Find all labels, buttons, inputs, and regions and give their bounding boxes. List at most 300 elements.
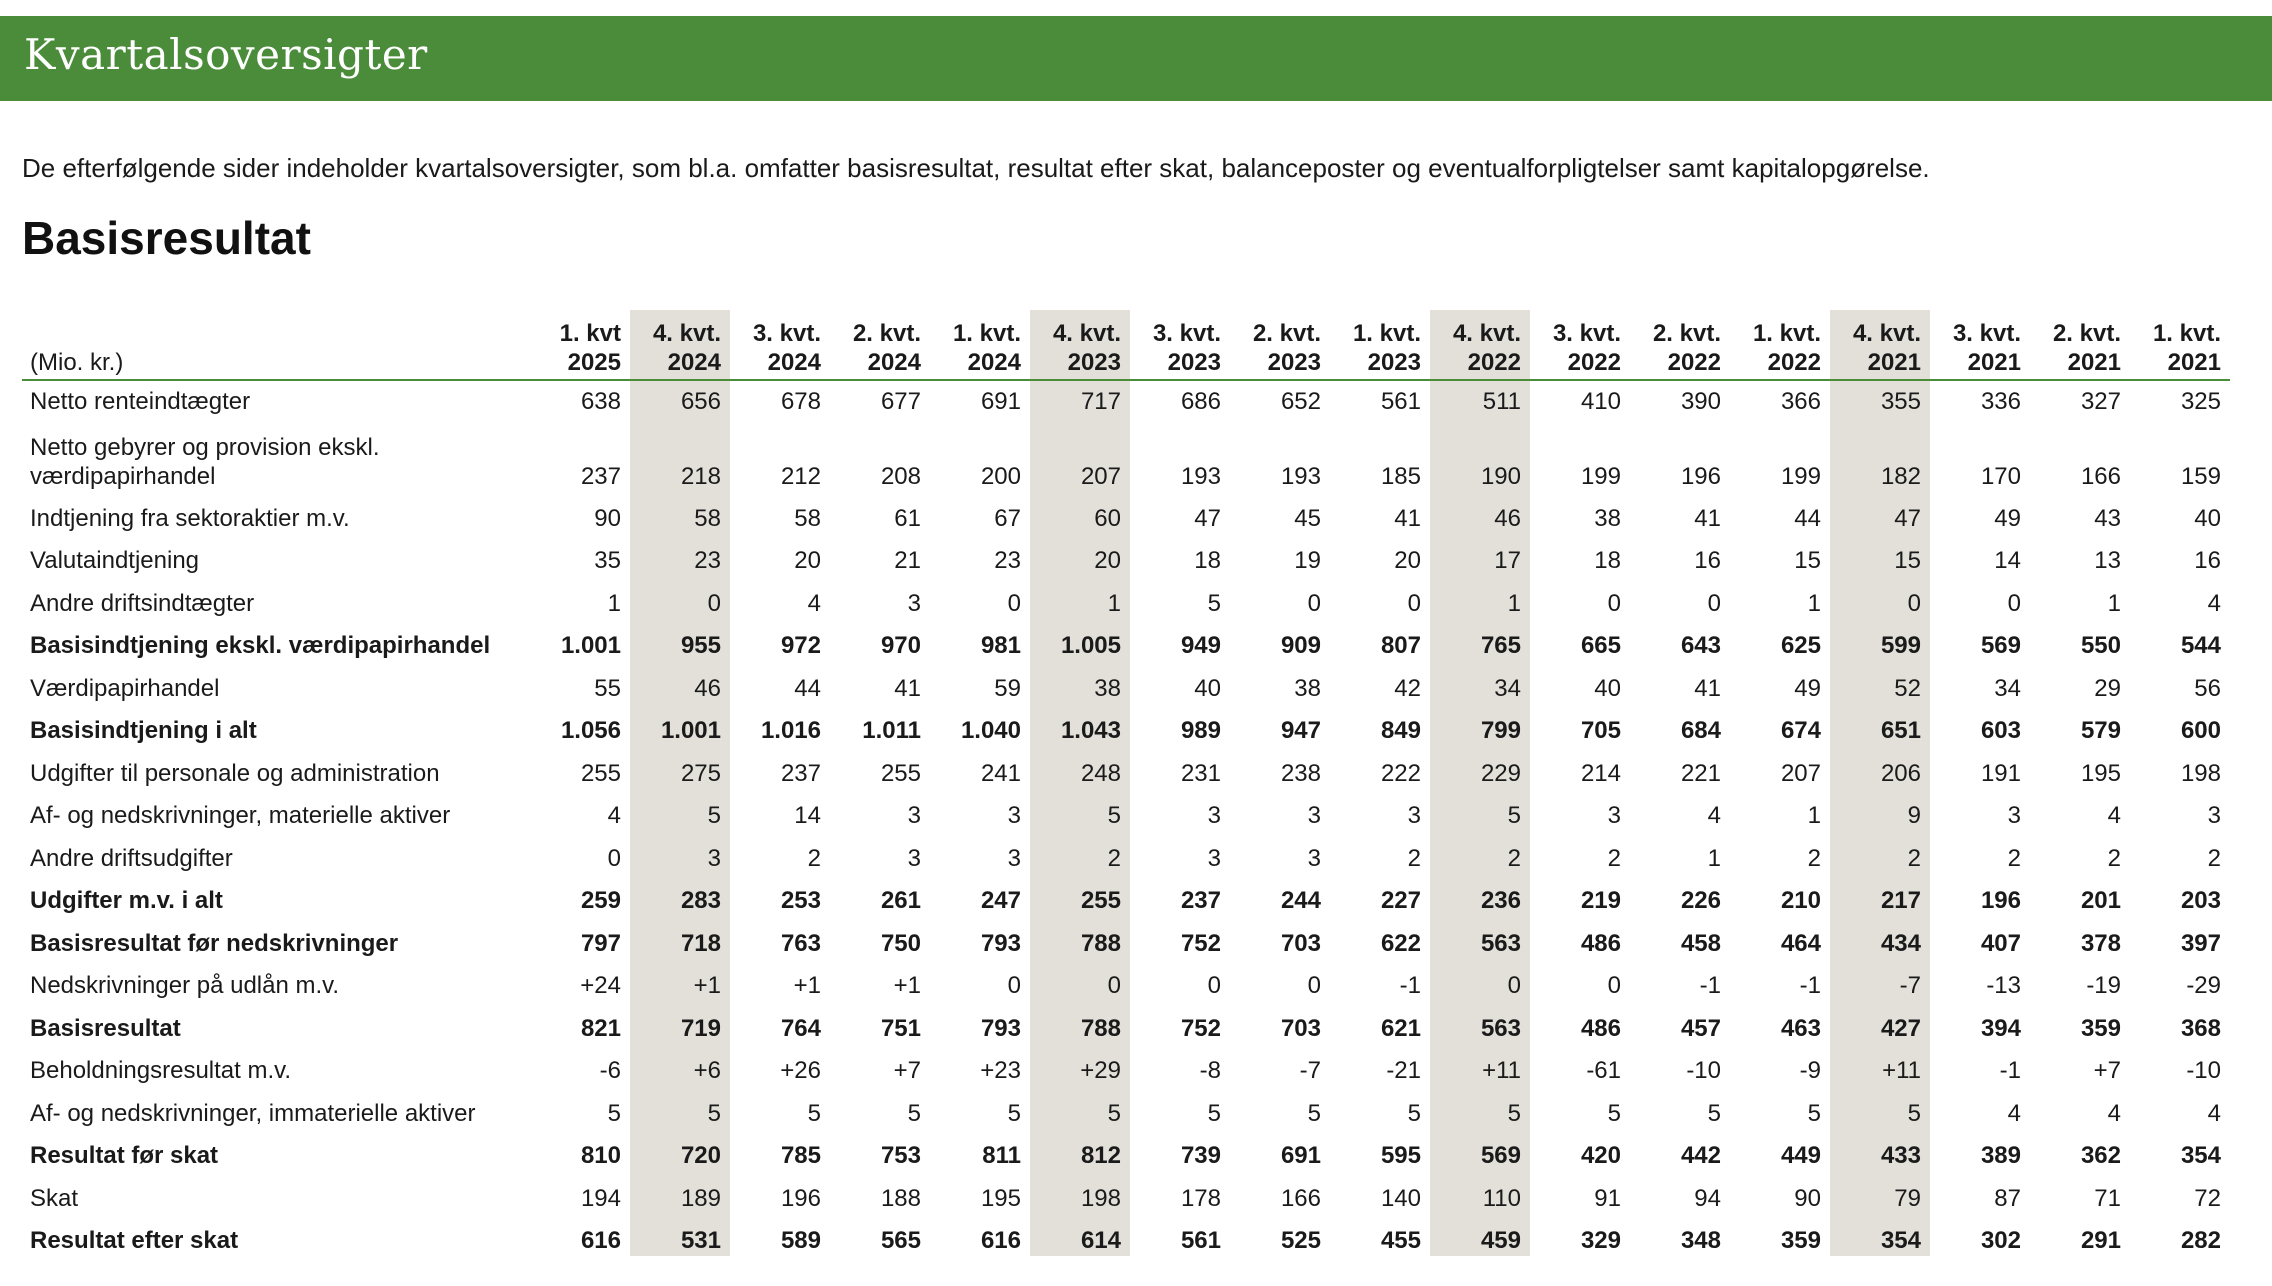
table-cell: 185 xyxy=(1380,462,1421,490)
table-row xyxy=(22,795,2230,838)
table-cell: 703 xyxy=(1280,929,1321,957)
table-cell: 40 xyxy=(1194,674,1221,702)
table-cell: 752 xyxy=(1180,1014,1221,1042)
table-cell: 200 xyxy=(980,462,1021,490)
table-cell: 46 xyxy=(694,674,721,702)
table-cell: 455 xyxy=(1380,1227,1421,1255)
column-year: 2022 xyxy=(1667,349,1721,376)
table-cell: 410 xyxy=(1580,388,1621,416)
table-cell: 5 xyxy=(1907,1099,1921,1127)
table-cell: 72 xyxy=(2194,1184,2221,1212)
column-quarter: 1. kvt. xyxy=(1352,320,1421,347)
table-row xyxy=(22,923,2230,966)
table-cell: 433 xyxy=(1880,1142,1921,1170)
row-label: Udgifter m.v. i alt xyxy=(30,887,223,915)
column-year: 2021 xyxy=(1867,349,1921,376)
table-row xyxy=(22,1178,2230,1221)
table-cell: -7 xyxy=(1299,1057,1321,1085)
table-cell: 325 xyxy=(2180,388,2221,416)
table-cell: 753 xyxy=(880,1142,921,1170)
table-cell: 651 xyxy=(1880,717,1921,745)
table-cell: 3 xyxy=(1307,844,1321,872)
table-cell: 4 xyxy=(2207,589,2221,617)
table-cell: 20 xyxy=(1094,547,1121,575)
table-cell: -10 xyxy=(2186,1057,2221,1085)
table-cell: 236 xyxy=(1480,887,1521,915)
table-cell: 110 xyxy=(1482,1184,1521,1212)
table-cell: 407 xyxy=(1980,929,2021,957)
table-cell: -1 xyxy=(1999,1057,2021,1085)
table-cell: -10 xyxy=(1686,1057,1721,1085)
table-cell: 188 xyxy=(880,1184,921,1212)
table-cell: 684 xyxy=(1680,717,1721,745)
table-cell: 3 xyxy=(907,589,921,617)
table-cell: 788 xyxy=(1080,929,1121,957)
table-cell: 255 xyxy=(880,759,921,787)
table-cell: 1.016 xyxy=(760,717,821,745)
table-cell: 1 xyxy=(1807,802,1821,830)
table-cell: +23 xyxy=(980,1057,1021,1085)
table-cell: 241 xyxy=(980,759,1021,787)
table-cell: 3 xyxy=(2207,802,2221,830)
column-year: 2021 xyxy=(2067,349,2121,376)
table-cell: 366 xyxy=(1780,388,1821,416)
table-cell: 0 xyxy=(1007,972,1021,1000)
table-cell: 686 xyxy=(1180,388,1221,416)
table-cell: 58 xyxy=(794,504,821,532)
table-cell: 622 xyxy=(1380,929,1421,957)
table-cell: 207 xyxy=(1080,462,1121,490)
table-cell: 563 xyxy=(1480,1014,1521,1042)
table-cell: 206 xyxy=(1880,759,1921,787)
table-cell: 3 xyxy=(1307,802,1321,830)
table-cell: 849 xyxy=(1380,717,1421,745)
table-cell: 42 xyxy=(1394,674,1421,702)
row-label: Udgifter til personale og administration xyxy=(30,759,440,787)
column-quarter: 4. kvt. xyxy=(652,320,721,347)
table-cell: 603 xyxy=(1980,717,2021,745)
table-cell: 3 xyxy=(1407,802,1421,830)
table-cell: 0 xyxy=(1307,972,1321,1000)
table-header-row xyxy=(22,310,2230,380)
table-cell: +1 xyxy=(793,972,821,1000)
table-cell: 5 xyxy=(707,802,721,830)
table-cell: 221 xyxy=(1680,759,1721,787)
table-cell: 199 xyxy=(1580,462,1621,490)
table-row xyxy=(22,1220,2230,1263)
table-cell: 56 xyxy=(2194,674,2221,702)
table-row xyxy=(22,838,2230,881)
table-cell: 4 xyxy=(2007,1099,2021,1127)
table-cell: 21 xyxy=(894,547,921,575)
table-cell: 394 xyxy=(1980,1014,2021,1042)
table-row xyxy=(22,710,2230,753)
column-header xyxy=(930,310,1030,380)
table-cell: 79 xyxy=(1894,1184,1921,1212)
table-cell: 5 xyxy=(907,1099,921,1127)
table-cell: 719 xyxy=(680,1014,721,1042)
column-quarter: 4. kvt. xyxy=(1452,320,1521,347)
table-cell: 14 xyxy=(1994,547,2021,575)
table-cell: 46 xyxy=(1494,504,1521,532)
basisresultat-table-container xyxy=(22,310,2230,1263)
table-cell: 5 xyxy=(1807,1099,1821,1127)
table-cell: 159 xyxy=(2180,462,2221,490)
row-label: Andre driftsindtægter xyxy=(30,589,255,617)
table-cell: 1.001 xyxy=(560,632,621,660)
table-cell: 389 xyxy=(1980,1142,2021,1170)
table-cell: 41 xyxy=(1694,504,1721,532)
table-cell: 253 xyxy=(780,887,821,915)
table-cell: 261 xyxy=(880,887,921,915)
table-cell: 2 xyxy=(807,844,821,872)
table-cell: 195 xyxy=(980,1184,1021,1212)
table-cell: 18 xyxy=(1594,547,1621,575)
table-cell: 41 xyxy=(1694,674,1721,702)
table-cell: 0 xyxy=(1607,589,1621,617)
table-cell: 170 xyxy=(1980,462,2021,490)
table-cell: 191 xyxy=(1980,759,2021,787)
table-cell: 359 xyxy=(1780,1227,1821,1255)
table-cell: +1 xyxy=(693,972,721,1000)
column-year: 2024 xyxy=(667,349,721,376)
table-cell: 0 xyxy=(1307,589,1321,617)
column-header xyxy=(1530,310,1630,380)
table-cell: 291 xyxy=(2080,1227,2121,1255)
table-cell: 207 xyxy=(1780,759,1821,787)
table-cell: 3 xyxy=(1607,802,1621,830)
table-cell: 302 xyxy=(1980,1227,2021,1255)
table-cell: +7 xyxy=(2093,1057,2121,1085)
column-quarter: 3. kvt. xyxy=(1552,320,1621,347)
table-cell: 255 xyxy=(580,759,621,787)
table-cell: 17 xyxy=(1494,547,1521,575)
table-cell: 459 xyxy=(1480,1227,1521,1255)
table-cell: 600 xyxy=(2180,717,2221,745)
table-cell: 5 xyxy=(1107,1099,1121,1127)
column-quarter: 1. kvt xyxy=(559,320,621,347)
table-cell: 237 xyxy=(1180,887,1221,915)
row-label: Andre driftsudgifter xyxy=(30,844,233,872)
table-cell: 4 xyxy=(2107,802,2121,830)
table-cell: 5 xyxy=(1607,1099,1621,1127)
table-cell: 219 xyxy=(1580,887,1621,915)
table-cell: 354 xyxy=(2180,1142,2221,1170)
table-cell: 29 xyxy=(2094,674,2121,702)
column-year: 2023 xyxy=(1067,349,1121,376)
table-row xyxy=(22,380,2230,424)
column-header xyxy=(2030,310,2130,380)
table-cell: 677 xyxy=(880,388,921,416)
table-cell: 579 xyxy=(2080,717,2121,745)
table-cell: 4 xyxy=(2207,1099,2221,1127)
table-cell: 544 xyxy=(2180,632,2221,660)
table-cell: 5 xyxy=(1007,1099,1021,1127)
table-cell: +29 xyxy=(1080,1057,1121,1085)
table-cell: 765 xyxy=(1480,632,1521,660)
column-quarter: 3. kvt. xyxy=(1952,320,2021,347)
table-cell: 194 xyxy=(580,1184,621,1212)
table-cell: 614 xyxy=(1080,1227,1121,1255)
table-row xyxy=(22,1135,2230,1178)
table-cell: 229 xyxy=(1480,759,1521,787)
row-label: Værdipapirhandel xyxy=(30,674,220,702)
table-cell: 5 xyxy=(707,1099,721,1127)
table-cell: 981 xyxy=(980,632,1021,660)
table-cell: 909 xyxy=(1280,632,1321,660)
table-cell: 283 xyxy=(680,887,721,915)
table-cell: 0 xyxy=(1107,972,1121,1000)
table-cell: 90 xyxy=(594,504,621,532)
row-label: Netto renteindtægter xyxy=(30,388,251,416)
table-cell: 231 xyxy=(1180,759,1221,787)
table-cell: 807 xyxy=(1380,632,1421,660)
row-label: Basisresultat før nedskrivninger xyxy=(30,929,399,957)
table-cell: 486 xyxy=(1580,1014,1621,1042)
table-cell: 625 xyxy=(1780,632,1821,660)
table-cell: 244 xyxy=(1280,887,1321,915)
table-cell: 44 xyxy=(1794,504,1821,532)
table-cell: 4 xyxy=(1707,802,1721,830)
table-cell: 248 xyxy=(1080,759,1121,787)
table-cell: 5 xyxy=(807,1099,821,1127)
table-cell: 3 xyxy=(1007,844,1021,872)
table-cell: 336 xyxy=(1980,388,2021,416)
page-header-bar xyxy=(0,16,2272,101)
table-cell: 368 xyxy=(2180,1014,2221,1042)
table-cell: 193 xyxy=(1280,462,1321,490)
table-cell: 2 xyxy=(2107,844,2121,872)
table-cell: 427 xyxy=(1880,1014,1921,1042)
table-cell: 60 xyxy=(1094,504,1121,532)
table-cell: 464 xyxy=(1780,929,1821,957)
table-cell: 199 xyxy=(1780,462,1821,490)
table-cell: 44 xyxy=(794,674,821,702)
table-cell: 717 xyxy=(1080,388,1121,416)
table-cell: 59 xyxy=(994,674,1021,702)
column-year: 2022 xyxy=(1467,349,1521,376)
table-cell: 14 xyxy=(794,802,821,830)
table-cell: +1 xyxy=(893,972,921,1000)
table-cell: 811 xyxy=(982,1142,1021,1170)
table-cell: 0 xyxy=(1207,972,1221,1000)
table-cell: 989 xyxy=(1180,717,1221,745)
column-quarter: 2. kvt. xyxy=(2052,320,2121,347)
intro-text: De efterfølgende sider indeholder kvartalsoversigter, som bl.a. omfatter basisresultat, resultat efter skat, balanceposter og eventualforpligtelser samt kapitalopgørelse. xyxy=(22,153,1930,183)
table-cell: 45 xyxy=(1294,504,1321,532)
table-row xyxy=(22,668,2230,711)
table-row xyxy=(22,540,2230,583)
column-year: 2021 xyxy=(2167,349,2221,376)
table-cell: 40 xyxy=(1594,674,1621,702)
table-cell: 4 xyxy=(2107,1099,2121,1127)
table-cell: 703 xyxy=(1280,1014,1321,1042)
table-cell: 5 xyxy=(1407,1099,1421,1127)
table-cell: 793 xyxy=(980,1014,1021,1042)
table-cell: 49 xyxy=(1994,504,2021,532)
table-cell: -9 xyxy=(1799,1057,1821,1085)
table-cell: 247 xyxy=(980,887,1021,915)
table-cell: 94 xyxy=(1694,1184,1721,1212)
table-cell: 227 xyxy=(1380,887,1421,915)
table-cell: 354 xyxy=(1880,1227,1921,1255)
table-cell: 355 xyxy=(1880,388,1921,416)
table-cell: 34 xyxy=(1994,674,2021,702)
table-cell: -6 xyxy=(599,1057,621,1085)
table-cell: 166 xyxy=(1280,1184,1321,1212)
table-cell: 616 xyxy=(980,1227,1021,1255)
table-cell: 955 xyxy=(680,632,721,660)
table-cell: 208 xyxy=(880,462,921,490)
table-cell: 616 xyxy=(580,1227,621,1255)
table-cell: 3 xyxy=(1207,802,1221,830)
table-cell: 198 xyxy=(2180,759,2221,787)
table-cell: 166 xyxy=(2080,462,2121,490)
table-cell: 420 xyxy=(1580,1142,1621,1170)
table-cell: 201 xyxy=(2080,887,2121,915)
table-cell: 739 xyxy=(1180,1142,1221,1170)
table-cell: 38 xyxy=(1594,504,1621,532)
column-year: 2022 xyxy=(1567,349,1621,376)
table-cell: 275 xyxy=(680,759,721,787)
table-cell: 67 xyxy=(994,504,1021,532)
table-cell: 3 xyxy=(707,844,721,872)
table-cell: +11 xyxy=(1482,1057,1521,1085)
table-cell: 255 xyxy=(1080,887,1121,915)
table-cell: 13 xyxy=(2094,547,2121,575)
table-cell: 282 xyxy=(2180,1227,2221,1255)
table-row xyxy=(22,625,2230,668)
table-cell: 705 xyxy=(1580,717,1621,745)
table-cell: -61 xyxy=(1586,1057,1621,1085)
table-cell: 203 xyxy=(2180,887,2221,915)
row-label: Netto gebyrer og provision ekskl. værdipapirhandel xyxy=(30,433,380,490)
column-year: 2024 xyxy=(767,349,821,376)
table-row xyxy=(22,753,2230,796)
table-cell: 5 xyxy=(1507,802,1521,830)
table-cell: 0 xyxy=(1607,972,1621,1000)
table-cell: 764 xyxy=(780,1014,821,1042)
column-quarter: 3. kvt. xyxy=(752,320,821,347)
table-cell: 140 xyxy=(1380,1184,1421,1212)
column-header xyxy=(730,310,830,380)
table-cell: 19 xyxy=(1294,547,1321,575)
table-cell: -7 xyxy=(1899,972,1921,1000)
table-cell: 718 xyxy=(680,929,721,957)
table-cell: 2 xyxy=(1607,844,1621,872)
table-cell: 752 xyxy=(1180,929,1221,957)
table-cell: 378 xyxy=(2080,929,2121,957)
table-cell: 189 xyxy=(680,1184,721,1212)
row-label: Indtjening fra sektoraktier m.v. xyxy=(30,504,350,532)
table-cell: 643 xyxy=(1680,632,1721,660)
table-cell: 41 xyxy=(894,674,921,702)
column-header xyxy=(530,310,630,380)
table-cell: 569 xyxy=(1480,1142,1521,1170)
table-cell: 1.056 xyxy=(560,717,621,745)
row-label: Af- og nedskrivninger, materielle aktiver xyxy=(30,802,451,830)
table-cell: 569 xyxy=(1980,632,2021,660)
table-cell: 5 xyxy=(607,1099,621,1127)
table-cell: 2 xyxy=(1107,844,1121,872)
table-cell: 621 xyxy=(1380,1014,1421,1042)
table-cell: 91 xyxy=(1594,1184,1621,1212)
table-cell: 4 xyxy=(807,589,821,617)
table-cell: 362 xyxy=(2080,1142,2121,1170)
table-cell: -1 xyxy=(1799,972,1821,1000)
row-label: Resultat før skat xyxy=(30,1142,219,1170)
column-year: 2023 xyxy=(1267,349,1321,376)
column-header xyxy=(1230,310,1330,380)
table-cell: 2 xyxy=(1907,844,1921,872)
table-cell: -13 xyxy=(1986,972,2021,1000)
table-cell: +24 xyxy=(580,972,621,1000)
table-cell: 949 xyxy=(1180,632,1221,660)
table-cell: 3 xyxy=(2007,802,2021,830)
table-cell: 0 xyxy=(2007,589,2021,617)
table-cell: 763 xyxy=(780,929,821,957)
table-row xyxy=(22,424,2230,498)
table-cell: 550 xyxy=(2080,632,2121,660)
row-label: Basisindtjening i alt xyxy=(30,717,257,745)
row-label: Skat xyxy=(30,1184,79,1212)
table-cell: -19 xyxy=(2086,972,2121,1000)
table-cell: 1 xyxy=(1107,589,1121,617)
table-cell: 90 xyxy=(1794,1184,1821,1212)
table-cell: 599 xyxy=(1880,632,1921,660)
table-cell: 563 xyxy=(1480,929,1521,957)
column-quarter: 2. kvt. xyxy=(852,320,921,347)
column-header xyxy=(1830,310,1930,380)
table-cell: 5 xyxy=(1707,1099,1721,1127)
table-cell: 525 xyxy=(1280,1227,1321,1255)
column-quarter: 2. kvt. xyxy=(1252,320,1321,347)
table-cell: 41 xyxy=(1394,504,1421,532)
table-cell: 785 xyxy=(780,1142,821,1170)
table-cell: -8 xyxy=(1199,1057,1221,1085)
table-cell: 49 xyxy=(1794,674,1821,702)
table-cell: 61 xyxy=(894,504,921,532)
table-cell: 195 xyxy=(2080,759,2121,787)
table-cell: 458 xyxy=(1680,929,1721,957)
table-cell: 390 xyxy=(1680,388,1721,416)
column-quarter: 1. kvt. xyxy=(1752,320,1821,347)
column-quarter: 2. kvt. xyxy=(1652,320,1721,347)
table-cell: 2 xyxy=(1807,844,1821,872)
table-cell: 793 xyxy=(980,929,1021,957)
table-cell: 52 xyxy=(1894,674,1921,702)
table-cell: +11 xyxy=(1882,1057,1921,1085)
table-cell: 1 xyxy=(1707,844,1721,872)
table-cell: 2 xyxy=(1507,844,1521,872)
table-row xyxy=(22,498,2230,541)
column-year: 2021 xyxy=(1967,349,2021,376)
table-cell: 327 xyxy=(2080,388,2121,416)
table-cell: 0 xyxy=(1507,972,1521,1000)
table-cell: 561 xyxy=(1180,1227,1221,1255)
basisresultat-table xyxy=(22,310,2230,1263)
table-cell: 442 xyxy=(1680,1142,1721,1170)
table-cell: 2 xyxy=(2207,844,2221,872)
table-cell: 1 xyxy=(2107,589,2121,617)
table-cell: 788 xyxy=(1080,1014,1121,1042)
row-label: Resultat efter skat xyxy=(30,1227,239,1255)
table-cell: 511 xyxy=(1482,388,1521,416)
column-header xyxy=(1030,310,1130,380)
table-cell: 3 xyxy=(907,844,921,872)
table-row xyxy=(22,1050,2230,1093)
table-cell: 457 xyxy=(1680,1014,1721,1042)
